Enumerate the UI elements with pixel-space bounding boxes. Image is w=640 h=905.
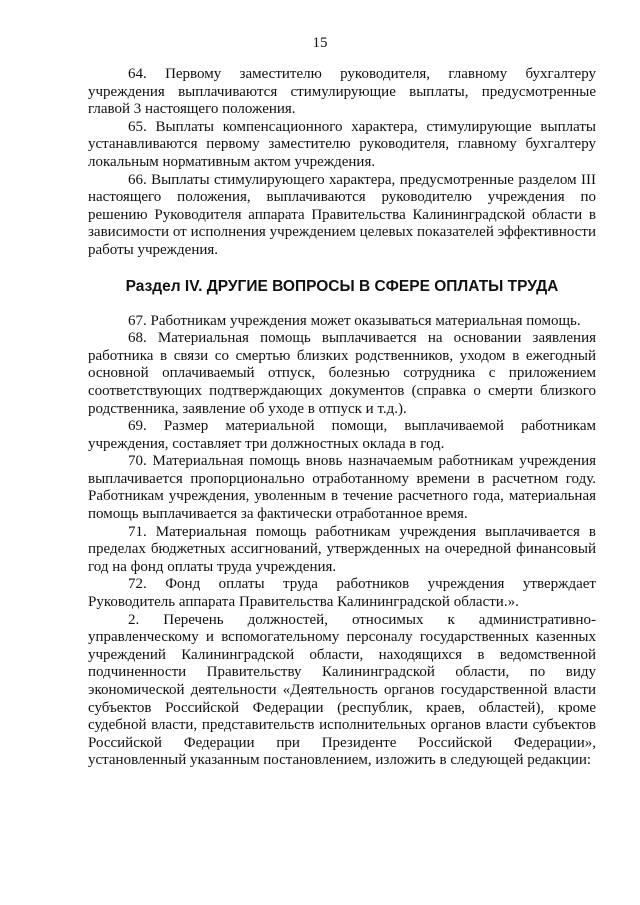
page-number: 15 (312, 35, 328, 51)
paragraph-68: 68. Материальная помощь выплачивается на основании заявления работника в связи со смертью близких родственников, уходом в ежегодный основной оплачиваемый отпуск, болезнью сотрудника с приложением соответствующих подтверждающих документов (справка о смерти близкого родственника, заявление об уходе в отпуск и т.д.). (88, 330, 596, 417)
paragraph-72: 72. Фонд оплаты труда работников учреждения утверждает Руководитель аппарата Правительства Калининградской области.». (88, 576, 596, 611)
paragraph-69: 69. Размер материальной помощи, выплачиваемой работникам учреждения, составляет три должностных оклада в год. (88, 418, 596, 452)
document-body (88, 66, 596, 770)
paragraph-2: 2. Перечень должностей, относимых к административно-управленческому и вспомогательному персоналу государственных казенных учреждений Калининградской области, находящихся в ведомственной подчиненности Правительству Калининградской области, по виду экономической деятельности «Деятельность органов государственной власти субъектов Российской Федерации (республик, краев, областей), кроме судебной власти, представительств исполнительных органов власти субъектов Российской Федерации при Президенте Российской Федерации», установленный указанным постановлением, изложить в следующей редакции: (88, 611, 596, 769)
paragraph-70: 70. Материальная помощь вновь назначаемым работникам учреждения выплачивается пропорционально отработанному времени в расчетном году. Работникам учреждения, уволенным в течение расчетного года, материальная помощь выплачивается за фактически отработанное время. (88, 453, 596, 523)
paragraph-71: 71. Материальная помощь работникам учреждения выплачивается в пределах бюджетных ассигнований, утвержденных на очередной финансовый год на фонд оплаты труда учреждения. (88, 523, 596, 575)
paragraph-66: 66. Выплаты стимулирующего характера, предусмотренные разделом III настоящего положения, выплачиваются руководителю учреждения по решению Руководителя аппарата Правительства Калининградской области в зависимости от исполнения учреждением целевых показателей эффективности работы учреждения. (88, 171, 596, 258)
section-heading: Раздел IV. ДРУГИЕ ВОПРОСЫ В СФЕРЕ ОПЛАТЫ ТРУДА (125, 277, 559, 295)
paragraph-64: 64. Первому заместителю руководителя, главному бухгалтеру учреждения выплачиваются стимулирующие выплаты, предусмотренные главой 3 настоящего положения. (88, 66, 596, 118)
paragraph-65: 65. Выплаты компенсационного характера, стимулирующие выплаты устанавливаются первому заместителю руководителя, главному бухгалтеру локальным нормативным актом учреждения. (88, 118, 596, 170)
paragraph-67: 67. Работникам учреждения может оказываться материальная помощь. (128, 312, 581, 329)
